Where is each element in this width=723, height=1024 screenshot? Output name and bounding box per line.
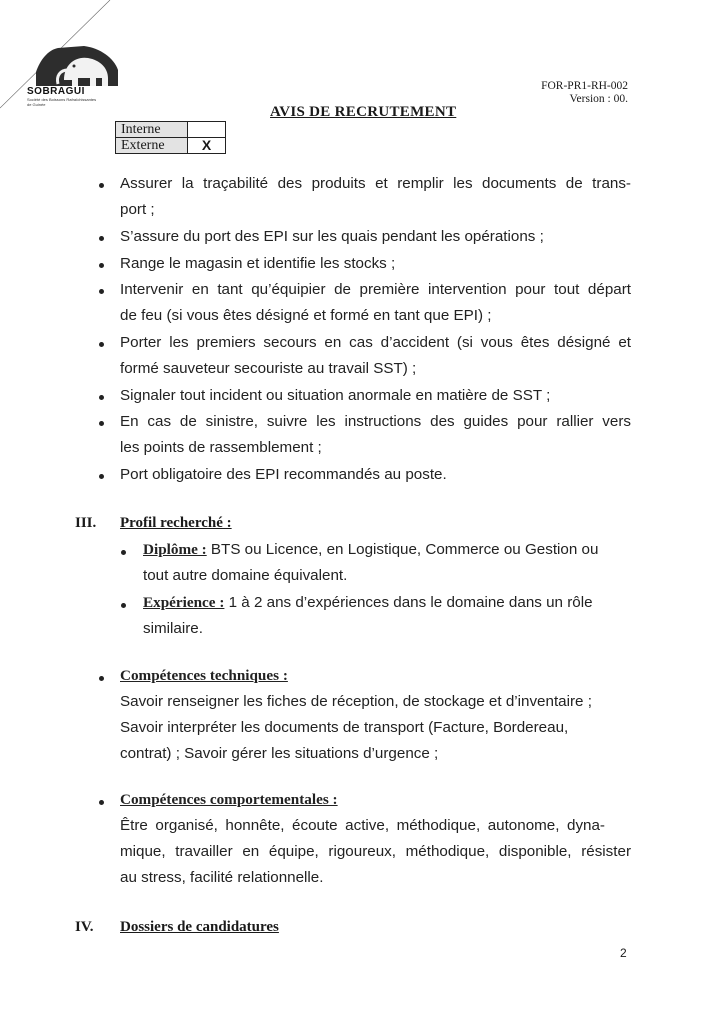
list-item: Intervenir en tant qu’équipier de première intervention pour tout départ [120, 281, 631, 298]
section-title: Profil recherché : [120, 515, 232, 531]
bullet-icon [99, 183, 104, 188]
list-item: Range le magasin et identifie les stocks ; [120, 255, 396, 272]
technical-skills-text: Savoir renseigner les fiches de réception, de stockage et d’inventaire ; [120, 693, 592, 710]
bullet-icon [99, 421, 104, 426]
logo-subtitle: Société des Boissons Rafraîchissantes de Guinée [27, 97, 97, 107]
list-item: Assurer la traçabilité des produits et remplir les documents de trans- [120, 175, 631, 192]
bullet-icon [99, 342, 104, 347]
bullet-icon [99, 474, 104, 479]
bullet-icon [121, 550, 126, 555]
list-item [143, 594, 631, 612]
document-code: FOR-PR1-RH-002 [541, 80, 628, 92]
behavioral-skills-label: Compétences comportementales : [120, 791, 338, 808]
section-number: IV. [75, 919, 94, 935]
diploma-text: BTS ou Licence, en Logistique, Commerce ou Gestion ou [206, 541, 599, 558]
technical-skills-label: Compétences techniques : [120, 667, 288, 684]
list-item-cont: formé sauveteur secouriste au travail SST) ; [120, 360, 417, 377]
section-title: Dossiers de candidatures [120, 919, 279, 935]
technical-skills-text: contrat) ; Savoir gérer les situations d’urgence ; [120, 745, 439, 762]
behavioral-skills-text: Être organisé, honnête, écoute active, méthodique, autonome, dyna- [120, 817, 605, 834]
table-row [116, 122, 226, 138]
list-item-cont: de feu (si vous êtes désigné et formé en tant que EPI) ; [120, 307, 492, 324]
bullet-icon [99, 263, 104, 268]
list-item: S’assure du port des EPI sur les quais pendant les opérations ; [120, 228, 544, 245]
bullet-icon [99, 800, 104, 805]
behavioral-skills-text: mique, travailler en équipe, rigoureux, méthodique, disponible, résister [120, 843, 631, 860]
list-item-cont: similaire. [143, 620, 203, 637]
section-number: III. [75, 515, 97, 531]
diploma-label: Diplôme : [143, 541, 207, 558]
experience-text: 1 à 2 ans d’expériences dans le domaine dans un rôle [224, 594, 593, 611]
list-item [143, 541, 631, 559]
page-title: AVIS DE RECRUTEMENT [270, 104, 457, 120]
technical-skills-text: Savoir interpréter les documents de transport (Facture, Bordereau, [120, 719, 569, 736]
list-item: Porter les premiers secours en cas d’accident (si vous êtes désigné et [120, 334, 631, 351]
list-item-cont: port ; [120, 201, 155, 218]
logo-name: SOBRAGUI [27, 86, 85, 97]
document-code-block [541, 80, 628, 106]
behavioral-skills-text: au stress, facilité relationnelle. [120, 869, 324, 886]
recruitment-type-table [115, 121, 226, 154]
list-item-cont: tout autre domaine équivalent. [143, 567, 348, 584]
bullet-icon [99, 236, 104, 241]
list-item: En cas de sinistre, suivre les instructions des guides pour rallier vers [120, 413, 631, 430]
document-version: Version : 00. [569, 93, 628, 105]
table-row [116, 138, 226, 154]
type-mark: X [188, 138, 226, 154]
bullet-icon [99, 289, 104, 294]
bullet-icon [99, 395, 104, 400]
bullet-icon [121, 603, 126, 608]
list-item: Port obligatoire des EPI recommandés au poste. [120, 466, 447, 483]
type-label: Interne [116, 122, 188, 138]
page-number: 2 [620, 946, 627, 960]
list-item-cont: les points de rassemblement ; [120, 439, 322, 456]
type-mark [188, 122, 226, 138]
bullet-icon [99, 676, 104, 681]
type-label: Externe [116, 138, 188, 154]
list-item: Signaler tout incident ou situation anormale en matière de SST ; [120, 387, 551, 404]
experience-label: Expérience : [143, 594, 225, 611]
